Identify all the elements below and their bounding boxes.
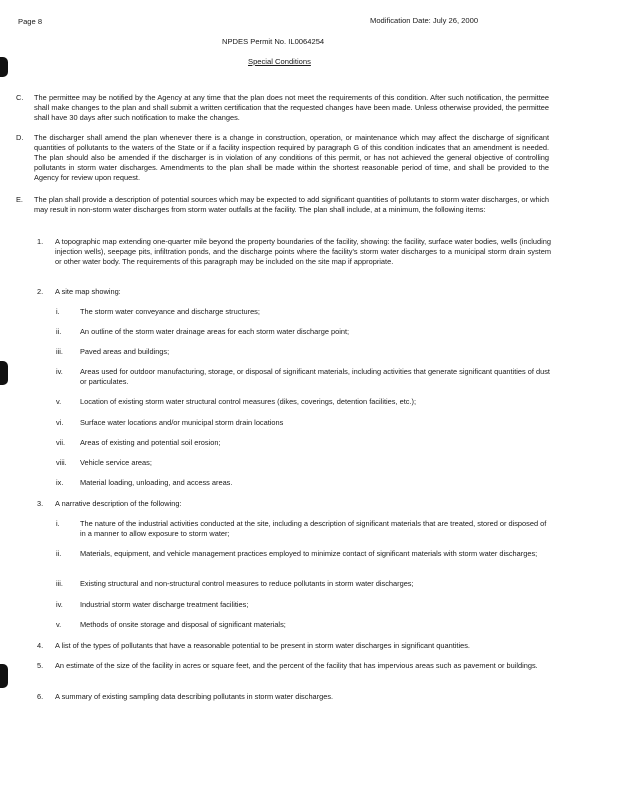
binder-hole-mark <box>0 664 8 688</box>
binder-hole-mark <box>0 361 8 385</box>
subitem-text: Surface water locations and/or municipal storm drain locations <box>80 418 284 427</box>
subitem-text: Existing structural and non-structural control measures to reduce pollutants in storm water discharges; <box>80 579 414 588</box>
item-number: 2. <box>37 287 44 296</box>
paragraph-label-c: C. <box>16 93 24 102</box>
item-text: A summary of existing sampling data describing pollutants in storm water discharges. <box>55 692 334 701</box>
paragraph-label-d: D. <box>16 133 24 142</box>
subitem-number: i. <box>56 519 60 528</box>
subitem-text: Paved areas and buildings; <box>80 347 170 356</box>
item-text: A site map showing: <box>55 287 121 296</box>
subitem-text: The nature of the industrial activities conducted at the site, including a description of significant materials that are treated, stored or disposed of in a manner to allow exposure to storm water; <box>80 519 547 539</box>
subitem-number: vi. <box>56 418 64 427</box>
subitem-number: ii. <box>56 549 62 558</box>
subitem-number: ix. <box>56 478 64 487</box>
subitem-text: Materials, equipment, and vehicle management practices employed to minimize contact of significant materials with storm water discharges; <box>80 549 538 558</box>
paragraph-label-e: E. <box>16 195 23 204</box>
item-text: A list of the types of pollutants that have a reasonable potential to be present in storm water discharges in significant quantities. <box>55 641 470 650</box>
item-text: A narrative description of the following: <box>55 499 182 508</box>
subitem-number: iii. <box>56 579 63 588</box>
paragraph-c: The permittee may be notified by the Agency at any time that the plan does not meet the requirements of this condition. After such notification, the permittee shall make changes to the plan and shall submit a written certification that the requested changes have been made. Unless otherwise provided, the permittee shall have 30 days after such notification to make the changes. <box>34 93 549 123</box>
subitem-number: vii. <box>56 438 66 447</box>
subitem-text: Methods of onsite storage and disposal of significant materials; <box>80 620 286 629</box>
item-text: An estimate of the size of the facility in acres or square feet, and the percent of the facility that has impervious areas such as pavement or buildings. <box>55 661 538 670</box>
paragraph-e: The plan shall provide a description of potential sources which may be expected to add significant quantities of pollutants to storm water discharges, or which may result in non-storm water discharges from storm water outfalls at the facility. The plan shall include, at a minimum, the following items: <box>34 195 549 215</box>
item-number: 5. <box>37 661 44 670</box>
subitem-number: iv. <box>56 367 63 376</box>
permit-number: NPDES Permit No. IL0064254 <box>222 37 325 46</box>
item-text: A topographic map extending one-quarter mile beyond the property boundaries of the facility, showing: the facility, surface water bodies, wells (including injection wells), seepage pits, infiltration ponds, and the discharge points where the facility's storm water discharges to a municipal storm drain system or other water body. The requirements of this paragraph may be included on the site map if appropriate. <box>55 237 551 267</box>
section-title: Special Conditions <box>248 57 311 66</box>
subitem-number: ii. <box>56 327 62 336</box>
subitem-text: Location of existing storm water structural control measures (dikes, coverings, detention facilities, etc.); <box>80 397 417 406</box>
subitem-number: iv. <box>56 600 63 609</box>
subitem-text: Material loading, unloading, and access areas. <box>80 478 233 487</box>
item-number: 1. <box>37 237 44 246</box>
subitem-text: Areas used for outdoor manufacturing, storage, or disposal of significant materials, including activities that generate significant quantities of dust or particulates. <box>80 367 550 387</box>
item-number: 4. <box>37 641 44 650</box>
subitem-number: v. <box>56 397 62 406</box>
item-number: 3. <box>37 499 44 508</box>
subitem-number: i. <box>56 307 60 316</box>
subitem-text: Vehicle service areas; <box>80 458 152 467</box>
subitem-text: Industrial storm water discharge treatment facilities; <box>80 600 249 609</box>
subitem-number: v. <box>56 620 62 629</box>
binder-hole-mark <box>0 57 8 77</box>
subitem-text: The storm water conveyance and discharge structures; <box>80 307 260 316</box>
subitem-text: Areas of existing and potential soil erosion; <box>80 438 221 447</box>
subitem-number: viii. <box>56 458 67 467</box>
subitem-number: iii. <box>56 347 63 356</box>
paragraph-d: The discharger shall amend the plan whenever there is a change in construction, operation, or maintenance which may affect the discharge of significant quantities of pollutants to the waters of the State or if a facility inspection required by paragraph G of this condition indicates that an amendment is needed. The plan should also be amended if the discharger is in violation of any conditions of this permit, or has not achieved the general objective of controlling pollutants in storm water discharges. Amendments to the plan shall be made within the shortest reasonable period of time, and shall be provided to the Agency for review upon request. <box>34 133 549 183</box>
page-number: Page 8 <box>18 17 43 26</box>
item-number: 6. <box>37 692 44 701</box>
modification-date: Modification Date: July 26, 2000 <box>370 16 479 25</box>
subitem-text: An outline of the storm water drainage areas for each storm water discharge point; <box>80 327 350 336</box>
